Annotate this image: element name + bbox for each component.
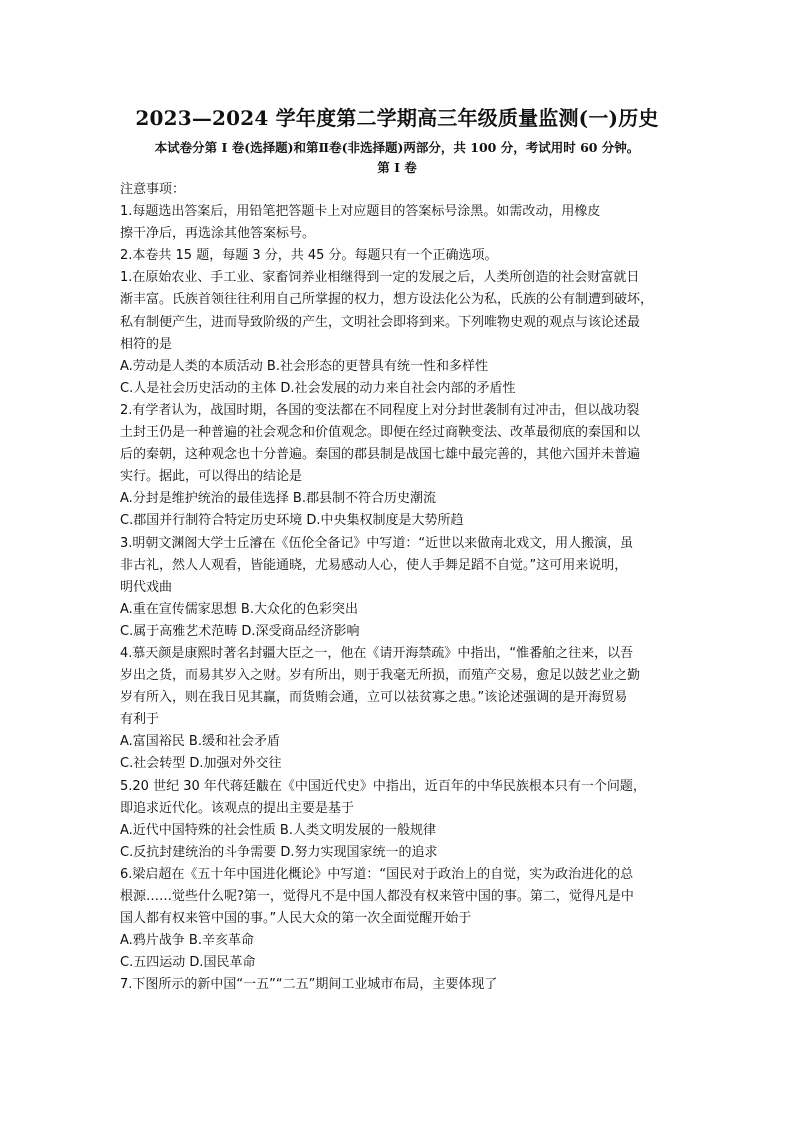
question-options-line: C.反抗封建统治的斗争需要 D.努力实现国家统一的追求 — [120, 844, 438, 860]
volume-heading: 第 I 卷 — [377, 160, 417, 175]
exam-instructions: 本试卷分第 I 卷(选择题)和第Ⅱ卷(非选择题)两部分，共 100 分，考试用时 60 分钟。 — [154, 140, 640, 155]
notes-item-2: 2.本卷共 15 题，每题 3 分，共 45 分。每题只有一个正确选项。 — [120, 248, 498, 264]
exam-content — [120, 179, 678, 996]
question-stem-line: 2.有学者认为，战国时期，各国的变法都在不同程度上对分封世袭制有过冲击，但以战功裂 — [120, 402, 640, 418]
page-title: 2023—2024 学年度第二学期高三年级质量监测(一)历史 — [135, 106, 659, 130]
question-options-line: C.属于高雅艺术范畴 D.深受商品经济影响 — [120, 623, 360, 639]
question-3 — [120, 533, 678, 643]
question-stem-line: 岁出之货，而易其岁入之财。岁有所出，则于我毫无所损，而殖产交易，愈足以鼓艺业之勤 — [120, 668, 641, 684]
question-4 — [120, 643, 678, 776]
question-stem-line: 6.梁启超在《五十年中国进化概论》中写道：“国民对于政治上的自觉，实为政治进化的总 — [120, 866, 634, 882]
question-stem-line: 5.20 世纪 30 年代蒋廷黻在《中国近代史》中指出，近百年的中华民族根本只有一个问题， — [120, 778, 646, 794]
question-stem-line: 根源……觉些什么呢?第一，觉得凡不是中国人都没有权来管中国的事。第二，觉得凡是中 — [120, 889, 634, 904]
question-options-line: A.分封是维护统治的最佳选择 B.郡县制不符合历史潮流 — [120, 491, 436, 507]
question-stem-line: 岁有所入，则在我日见其赢，而货贿会通，立可以祛贫寡之患。”该论述强调的是开海贸易 — [120, 690, 628, 706]
question-options-line: C.郡国并行制符合特定历史环境 D.中央集权制度是大势所趋 — [120, 513, 464, 529]
question-stem-line: 相符的是 — [120, 336, 173, 352]
question-stem-line: 即追求近代化。该观点的提出主要是基于 — [120, 800, 355, 816]
question-options-line: A.富国裕民 B.缓和社会矛盾 — [120, 734, 280, 750]
question-stem-line: 后的秦朝，这种观念也十分普遍。秦国的郡县制是战国七雄中最完善的，其他六国并未普遍 — [120, 447, 641, 463]
question-stem-line: 1.在原始农业、手工业、家畜饲养业相继得到一定的发展之后，人类所创造的社会财富就日 — [120, 270, 640, 286]
question-stem-line: 渐丰富。氏族首领往往利用自己所掌握的权力，想方设法化公为私，氏族的公有制遭到破坏， — [120, 292, 654, 308]
question-stem-line: 土封王仍是一种普遍的社会观念和价值观念。即便在经过商鞅变法、改革最彻底的秦国和以 — [120, 425, 641, 441]
question-stem-line: 国人都有权来管中国的事。”人民大众的第一次全面觉醒开始于 — [120, 911, 472, 927]
question-stem-line: 4.慕天颜是康熙时著名封疆大臣之一，他在《请开海禁疏》中指出，“惟番舶之往来，以吾 — [120, 645, 634, 661]
question-stem-line: 有利于 — [120, 712, 160, 728]
question-options-line: A.近代中国特殊的社会性质 B.人类文明发展的一般规律 — [120, 822, 436, 838]
question-7 — [120, 974, 678, 996]
question-stem-line: 3.明朝文渊阁大学士丘濬在《伍伦全备记》中写道：“近世以来做南北戏文，用人搬演，虽 — [120, 535, 634, 551]
question-options-line: C.人是社会历史活动的主体 D.社会发展的动力来自社会内部的矛盾性 — [120, 380, 516, 396]
question-stem-line: 明代戏曲 — [120, 579, 173, 595]
question-5 — [120, 776, 678, 864]
question-stem-line: 私有制便产生，进而导致阶级的产生，文明社会即将到来。下列唯物史观的观点与该论述最 — [120, 314, 641, 330]
question-options-line: A.鸦片战争 B.辛亥革命 — [120, 933, 254, 949]
question-options-line: C.社会转型 D.加强对外交往 — [120, 756, 282, 772]
question-2 — [120, 400, 678, 533]
question-6 — [120, 864, 678, 974]
question-1 — [120, 267, 678, 400]
question-options-line: C.五四运动 D.国民革命 — [120, 955, 256, 971]
question-options-line: A.劳动是人类的本质活动 B.社会形态的更替具有统一性和多样性 — [120, 358, 488, 374]
notes-item-1-line-2: 擦干净后，再选涂其他答案标号。 — [120, 226, 316, 242]
question-stem-line: 实行。据此，可以得出的结论是 — [120, 469, 303, 485]
notes-item-1-line-1: 1.每题选出答案后，用铅笔把答题卡上对应题目的答案标号涂黑。如需改动，用橡皮 — [120, 204, 601, 220]
notes-heading: 注意事项： — [120, 182, 186, 197]
question-options-line: A.重在宣传儒家思想 B.大众化的色彩突出 — [120, 601, 358, 617]
question-stem-line: 非古礼，然人人观看，皆能通晓，尤易感动人心，使人手舞足蹈不自觉。”这可用来说明， — [120, 557, 628, 573]
question-stem-line: 7.下图所示的新中国“一五”“二五”期间工业城市布局，主要体现了 — [120, 977, 498, 993]
